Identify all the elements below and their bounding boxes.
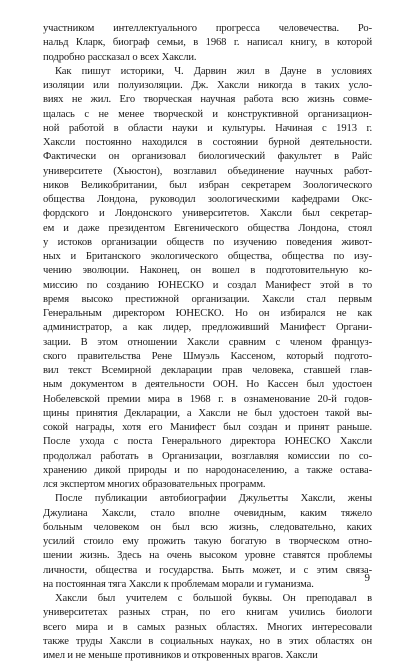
text-line: имел и не меньше противников и откровенных врагов. Хаксли: [43, 650, 318, 661]
text-line: После публикации автобиографии Джульетты Хаксли, жены: [55, 493, 372, 505]
text-line: фордского и Лондонского университетов. Хаксли был секретар-: [43, 208, 372, 220]
page-number: 9: [364, 572, 370, 584]
text-line: зации. В этом отношении Хаксли сравним с членом француз-: [43, 336, 372, 348]
text-line: Генеральным директором ЮНЕСКО. Но он избирался не как: [43, 308, 372, 319]
text-line: продолжал работать в Организации, возглавляя комиссии по со-: [43, 450, 372, 462]
text-line: хранению дикой природы и по народонаселению, а также остава-: [43, 464, 372, 476]
text-line: университете (Хьюстон), возглавил объединение научных работ-: [43, 165, 372, 177]
body-text: [43, 22, 372, 663]
text-line: на постоянная тяга Хаксли к проблемам морали и гуманизма.: [43, 578, 314, 590]
text-line: сокой награды, хотя его Манифест был создан и принят раньше.: [43, 422, 372, 433]
text-line: вил текст Всемирной декларации прав человека, ставшей глав-: [43, 365, 372, 376]
text-line: ной работой в области науки и культуры. Начиная с 1913 г.: [43, 122, 372, 134]
text-line: у истоков организации обществ по изучению поведения живот-: [43, 236, 372, 248]
text-line: ных и Британского экологического общества, общества по изу-: [43, 251, 372, 262]
text-line: миссию по созданию ЮНЕСКО и создал Манифест этой в то: [43, 279, 372, 291]
text-line: лся экспертом многих образовательных программ.: [43, 479, 266, 490]
text-line: всего мира и в самых разных областях. Многих интересовали: [43, 621, 372, 633]
paragraph: [43, 65, 372, 493]
text-line: ным документом в деятельности ООН. Но Кассен был удостоен: [43, 379, 372, 391]
text-line: виях не жил. Его творческая научная работа всю жизнь совме-: [43, 94, 372, 106]
text-line: щины принятия Декларации, а Хаксли не был удостоен такой вы-: [43, 407, 372, 419]
text-line: время высоко престижной организации. Хаксли стал первым: [43, 293, 372, 305]
text-line: Фактически он организовал биологический факультет в Райс: [43, 151, 372, 163]
text-line: щалась с не менее творческой и конструктивной организацион-: [43, 108, 372, 120]
paragraph: [43, 592, 372, 663]
text-line: участником интеллектуального прогресса человечества. Ро-: [43, 23, 372, 34]
paragraph: [43, 22, 372, 65]
text-line: администратор, а как лидер, предложивший Манифест Органи-: [43, 322, 372, 334]
paragraph: [43, 492, 372, 592]
text-line: Нобелевской премии мира в 1968 г. в ознаменование 20-й годов-: [43, 393, 372, 405]
text-line: ем и даже президентом Евгенического общества Лондона, стоял: [43, 222, 372, 234]
text-line: шении жизнь. Здесь на очень высоком уровне ставятся проблемы: [43, 550, 372, 562]
text-line: больным человеком он был всю жизнь, следовательно, каких: [43, 521, 372, 533]
text-line: ников Великобритании, был избран секретарем Зоологического: [43, 179, 372, 191]
text-line: чению эволюции. Наконец, он вошел в подготовительную ко-: [43, 265, 372, 277]
text-line: усилий стоило ему прожить такую богатую в творческом отно-: [43, 536, 372, 547]
text-line: подробно рассказал о всех Хаксли.: [43, 51, 197, 63]
text-line: личности, общества и государства. Быть может, и с этим связа-: [43, 564, 372, 576]
text-line: изоляции или полуизоляции. Дж. Хаксли никогда в таких усло-: [43, 80, 372, 91]
text-line: также труды Хаксли в социальных науках, но в этих областях он: [43, 635, 372, 647]
text-line: нальд Кларк, биограф семьи, в 1968 г. написал книгу, в которой: [43, 37, 372, 49]
text-line: ского правительства Рене Шмуэль Кассеном, который подгото-: [43, 350, 372, 362]
text-line: Как пишут историки, Ч. Дарвин жил в Дауне в условиях: [55, 65, 372, 77]
text-line: Хаксли был учителем с большой буквы. Он преподавал в: [55, 593, 372, 604]
text-line: После ухода с поста Генерального директора ЮНЕСКО Хаксли: [43, 436, 372, 448]
text-line: Хаксли постоянно находился в состоянии бурной деятельности.: [43, 137, 372, 148]
text-line: университетах разных стран, по его книгам учились биологи: [43, 607, 372, 619]
text-line: общества Лондона, руководил зоологическими кафедрами Окс-: [43, 194, 372, 205]
text-line: Джулиана Хаксли, стало вполне очевидным, каким тяжело: [43, 507, 372, 519]
